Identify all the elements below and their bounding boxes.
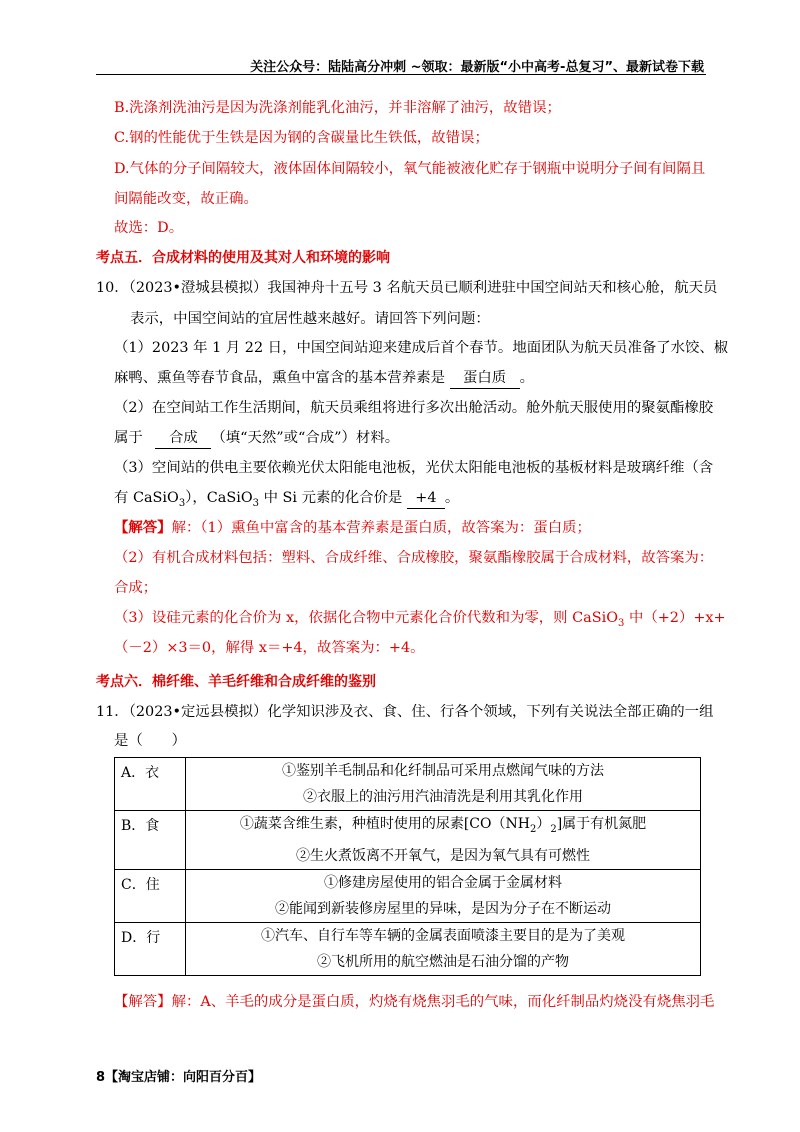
option-content-a <box>186 758 701 811</box>
q10-part3-text-c: 中 Si 元素的化合价是 <box>259 490 403 506</box>
q10-stem-line2: 表示，中国空间站的宜居性越来越好。请回答下列问题： <box>130 311 490 327</box>
q10-part3-text-b: ），CaSiO <box>185 490 253 506</box>
option-d-statement-1: ①汽车、自行车等车辆的金属表面喷漆主要目的是为了美观 <box>261 927 625 944</box>
q10-part1-answer: 蛋白质 <box>450 368 520 389</box>
option-content-b <box>186 811 701 870</box>
q10-solution-line2: （2）有机合成材料包括：塑料、合成纤维、合成橡胶，聚氨酯橡胶属于合成材料，故答案为： <box>114 550 714 566</box>
option-row-d <box>115 922 701 975</box>
option-label-d: D．行 <box>115 922 186 975</box>
option-label-c: C．住 <box>115 869 186 922</box>
q10-solution-line5: （－2）×3＝0，解得 x＝+4，故答案为：+4。 <box>114 640 425 656</box>
option-b-statement-2: ②生火煮饭离不开氧气，是因为氧气具有可燃性 <box>296 847 590 864</box>
q10-part2-line2 <box>114 428 399 449</box>
q10-stem-line1: 10．（2023•澄城县模拟）我国神舟十五号 3 名航天员已顺利进驻中国空间站天和核心舱，航天员 <box>96 280 718 296</box>
answer-c: C.钢的性能优于生铁是因为钢的含碳量比生铁低，故错误； <box>114 130 489 146</box>
option-row-a <box>115 758 701 811</box>
q10-solution-line3: 合成； <box>114 580 158 596</box>
q11-stem-line2: 是（ ） <box>114 733 186 749</box>
page-footer: 8【淘宝店铺：向阳百分百】 <box>96 1070 262 1085</box>
q10-part3-end: 。 <box>444 490 460 506</box>
q10-solution-line4 <box>114 608 726 634</box>
options-table <box>114 757 701 976</box>
option-d-statement-2: ②飞机所用的航空燃油是石油分馏的产物 <box>317 953 569 970</box>
section-6-title: 考点六．棉纤维、羊毛纤维和合成纤维的鉴别 <box>96 674 376 690</box>
answer-d-line1: D.气体的分子间隔较大，液体固体间隔较小，氧气能被液化贮存于钢瓶中说明分子间有间隔且 <box>114 161 706 177</box>
option-b-statement-1 <box>186 811 700 843</box>
q10-part2-prompt: 属于 <box>114 430 143 446</box>
page-header: 关注公众号：陆陆高分冲刺 ~领取：最新版“小中高考-总复习”、最新试卷下载 <box>250 60 704 75</box>
q10-part3-answer: +4 <box>407 488 445 509</box>
q10-part1-prompt: 麻鸭、熏鱼等春节食品，熏鱼中富含的基本营养素是 <box>114 370 445 386</box>
section-5-title: 考点五．合成材料的使用及其对人和环境的影响 <box>96 250 390 266</box>
option-c-statement-2: ②能闻到新装修房屋里的异味，是因为分子在不断运动 <box>275 900 611 917</box>
q10-part3-sub-a: 3 <box>178 497 186 509</box>
q10-solution-part1: 解：（1）熏鱼中富含的基本营养素是蛋白质，故答案为：蛋白质； <box>171 520 591 536</box>
q10-part2-end: （填“天然”或“合成”）材料。 <box>211 430 400 446</box>
option-b-text-b: ） <box>536 816 551 832</box>
option-b-text-a: ①蔬菜含维生素，种植时使用的尿素[CO（NH <box>239 816 530 832</box>
q10-solution-part3-end: 中（+2）+x+ <box>624 610 726 626</box>
q10-part3-sub-b: 3 <box>252 497 260 509</box>
option-content-d <box>186 922 701 975</box>
option-row-b <box>115 811 701 870</box>
option-c-statement-1: ①修建房屋使用的铝合金属于金属材料 <box>324 874 562 891</box>
option-label-b: B．食 <box>115 811 186 870</box>
q10-part2-line1: （2）在空间站工作生活期间，航天员乘组将进行多次出舱活动。舱外航天服使用的聚氨酯橡胶 <box>114 400 714 416</box>
q10-solution-sub: 3 <box>618 617 625 629</box>
option-a-statement-1: ①鉴别羊毛制品和化纤制品可采用点燃闻气味的方法 <box>282 763 604 779</box>
q11-stem-line1: 11．（2023•定远县模拟）化学知识涉及衣、食、住、行各个领域，下列有关说法全部正确的一组 <box>96 704 714 720</box>
option-label-a: A．衣 <box>115 758 186 811</box>
q10-part1-line2 <box>114 368 534 389</box>
q10-part3-text-a: 有 CaSiO <box>114 490 179 506</box>
option-row-c <box>115 869 701 922</box>
option-content-c <box>186 869 701 922</box>
solution-tag: 【解答】 <box>114 519 172 536</box>
header-rule <box>96 74 706 75</box>
q10-part1-end: 。 <box>519 370 534 386</box>
q10-solution-part3: （3）设硅元素的化合价为 x，依据化合物中元素化合价代数和为零，则 CaSiO <box>114 610 618 626</box>
q10-solution-line1 <box>114 518 591 538</box>
option-b-sub-b: 2 <box>550 823 557 835</box>
q10-part2-answer: 合成 <box>155 428 211 449</box>
q10-part3-line2 <box>114 488 459 514</box>
q10-part3-line1: （3）空间站的供电主要依赖光伏太阳能电池板，光伏太阳能电池板的基板材料是玻璃纤维（含 <box>114 460 714 476</box>
option-a-statement-2: ②衣服上的油污用汽油清洗是利用其乳化作用 <box>303 789 583 805</box>
answer-choice: 故选：D。 <box>114 220 184 236</box>
q11-solution-line1: 【解答】解：A、羊毛的成分是蛋白质，灼烧有烧焦羽毛的气味，而化纤制品灼烧没有烧焦羽毛 <box>114 994 715 1010</box>
answer-b: B.洗涤剂洗油污是因为洗涤剂能乳化油污，并非溶解了油污，故错误； <box>114 100 561 116</box>
q10-part1-line1: （1）2023 年 1 月 22 日，中国空间站迎来建成后首个春节。地面团队为航天员准备了水饺、椒 <box>114 340 729 356</box>
option-b-text-c: ]属于有机氮肥 <box>556 816 647 832</box>
answer-d-line2: 间隔能改变，故正确。 <box>114 191 258 207</box>
option-b-sub-a: 2 <box>529 823 537 835</box>
